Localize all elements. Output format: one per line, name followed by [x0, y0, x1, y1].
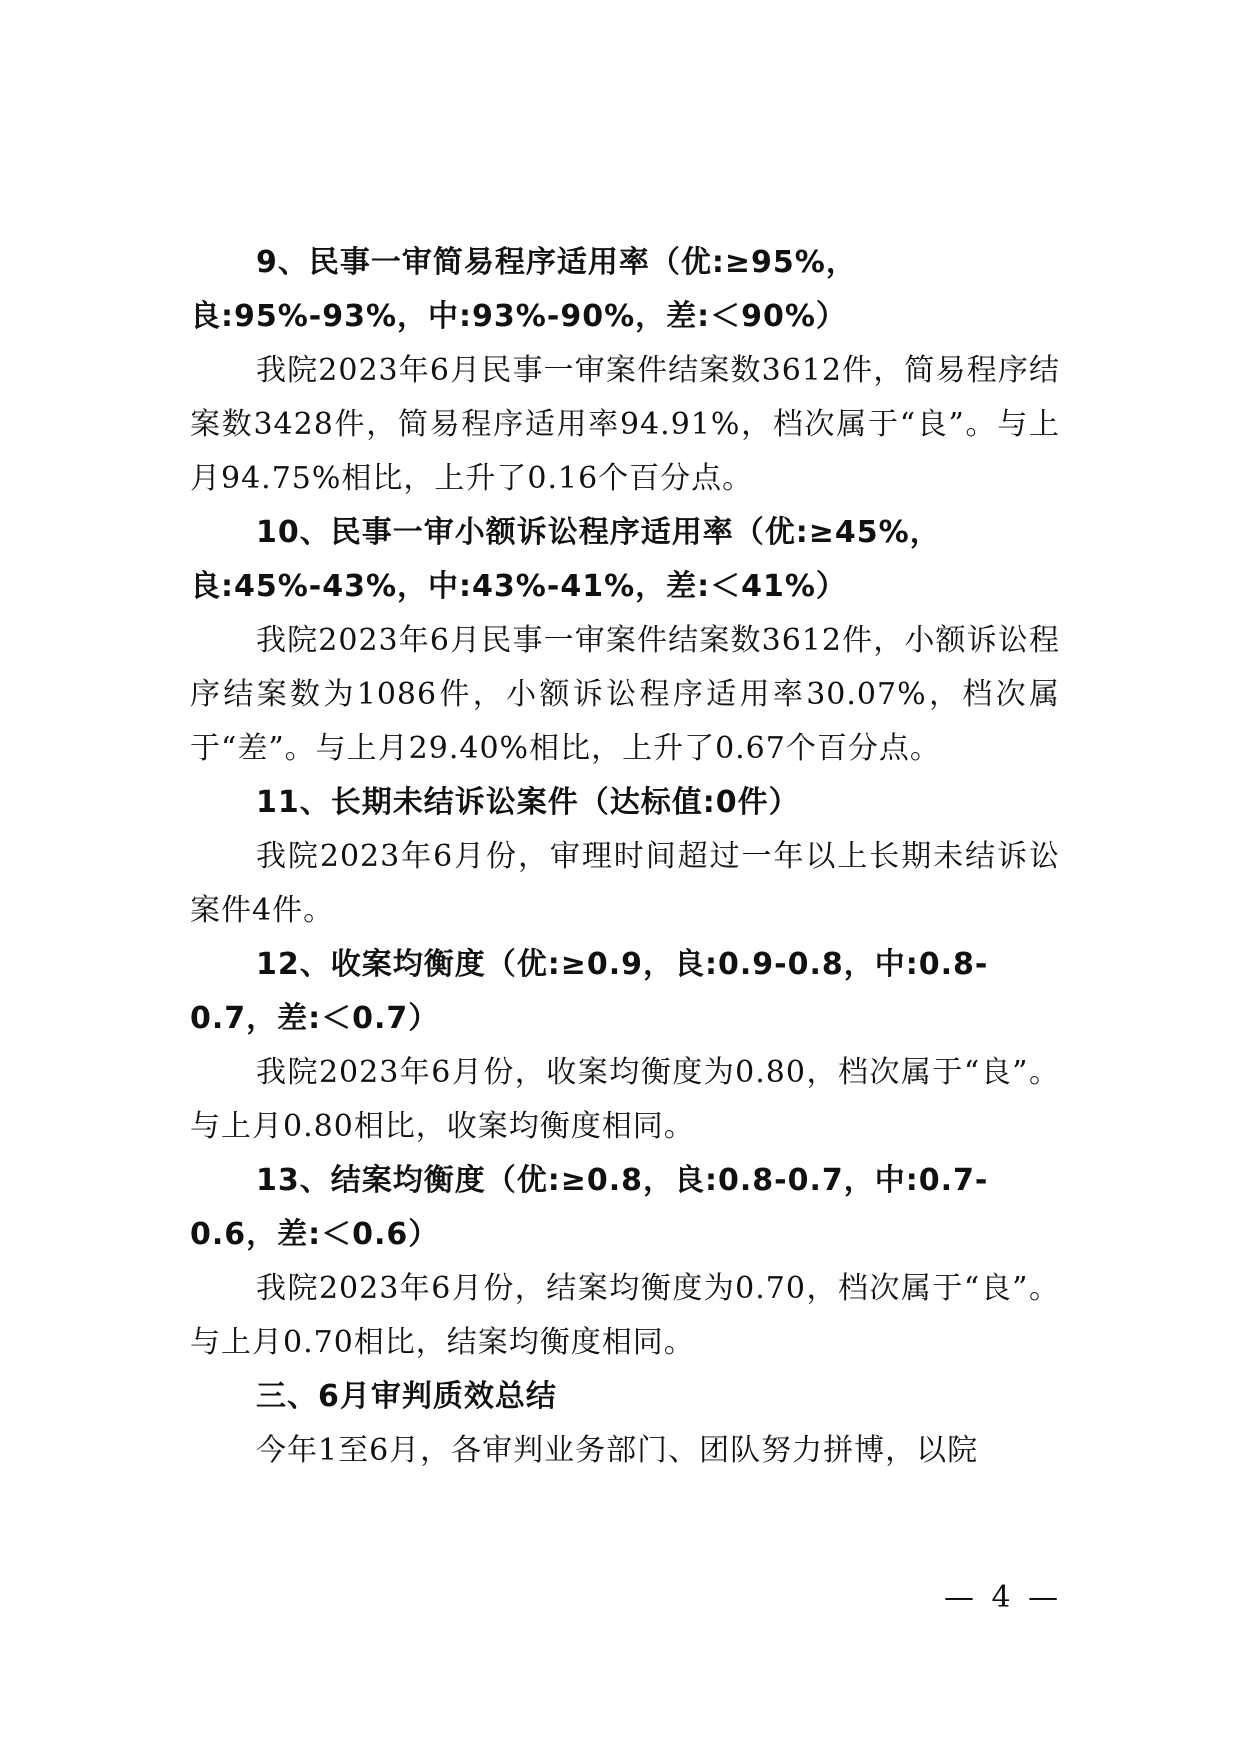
- section-heading-summary: 三、6月审判质效总结: [256, 1379, 557, 1414]
- section-body-13: 我院2023年6月份，结案均衡度为0.70，档次属于“良”。与上月0.70相比，结案均衡度相同。: [190, 1271, 1060, 1360]
- section-heading-9: 9、民事一审简易程序适用率（优:≥95%，良:95%-93%，中:93%-90%，差:＜90%）: [190, 245, 857, 334]
- section-body-11: 我院2023年6月份，审理时间超过一年以上长期未结诉讼案件4件。: [190, 839, 1060, 928]
- section-heading-10: 10、民事一审小额诉讼程序适用率（优:≥45%，良:45%-43%，中:43%-41%，差:＜41%）: [190, 515, 941, 604]
- page-number: — 4 —: [944, 1580, 1063, 1615]
- section-heading-13: 13、结案均衡度（优:≥0.8，良:0.8-0.7，中:0.7-0.6，差:＜0.6）: [190, 1163, 989, 1252]
- document-body: [190, 236, 1060, 1478]
- section-body-summary: 今年1至6月，各审判业务部门、团队努力拼博，以院: [256, 1433, 979, 1468]
- section-body-12: 我院2023年6月份，收案均衡度为0.80，档次属于“良”。与上月0.80相比，收案均衡度相同。: [190, 1055, 1060, 1144]
- section-body-9: 我院2023年6月民事一审案件结案数3612件，简易程序结案数3428件，简易程序适用率94.91%，档次属于“良”。与上月94.75%相比，上升了0.16个百分点。: [190, 353, 1060, 496]
- section-heading-12: 12、收案均衡度（优:≥0.9，良:0.9-0.8，中:0.8-0.7，差:＜0.7）: [190, 947, 989, 1036]
- section-body-10: 我院2023年6月民事一审案件结案数3612件，小额诉讼程序结案数为1086件，小额诉讼程序适用率30.07%，档次属于“差”。与上月29.40%相比，上升了0.67个百分点。: [190, 623, 1060, 766]
- section-heading-11: 11、长期未结诉讼案件（达标值:0件）: [256, 785, 800, 820]
